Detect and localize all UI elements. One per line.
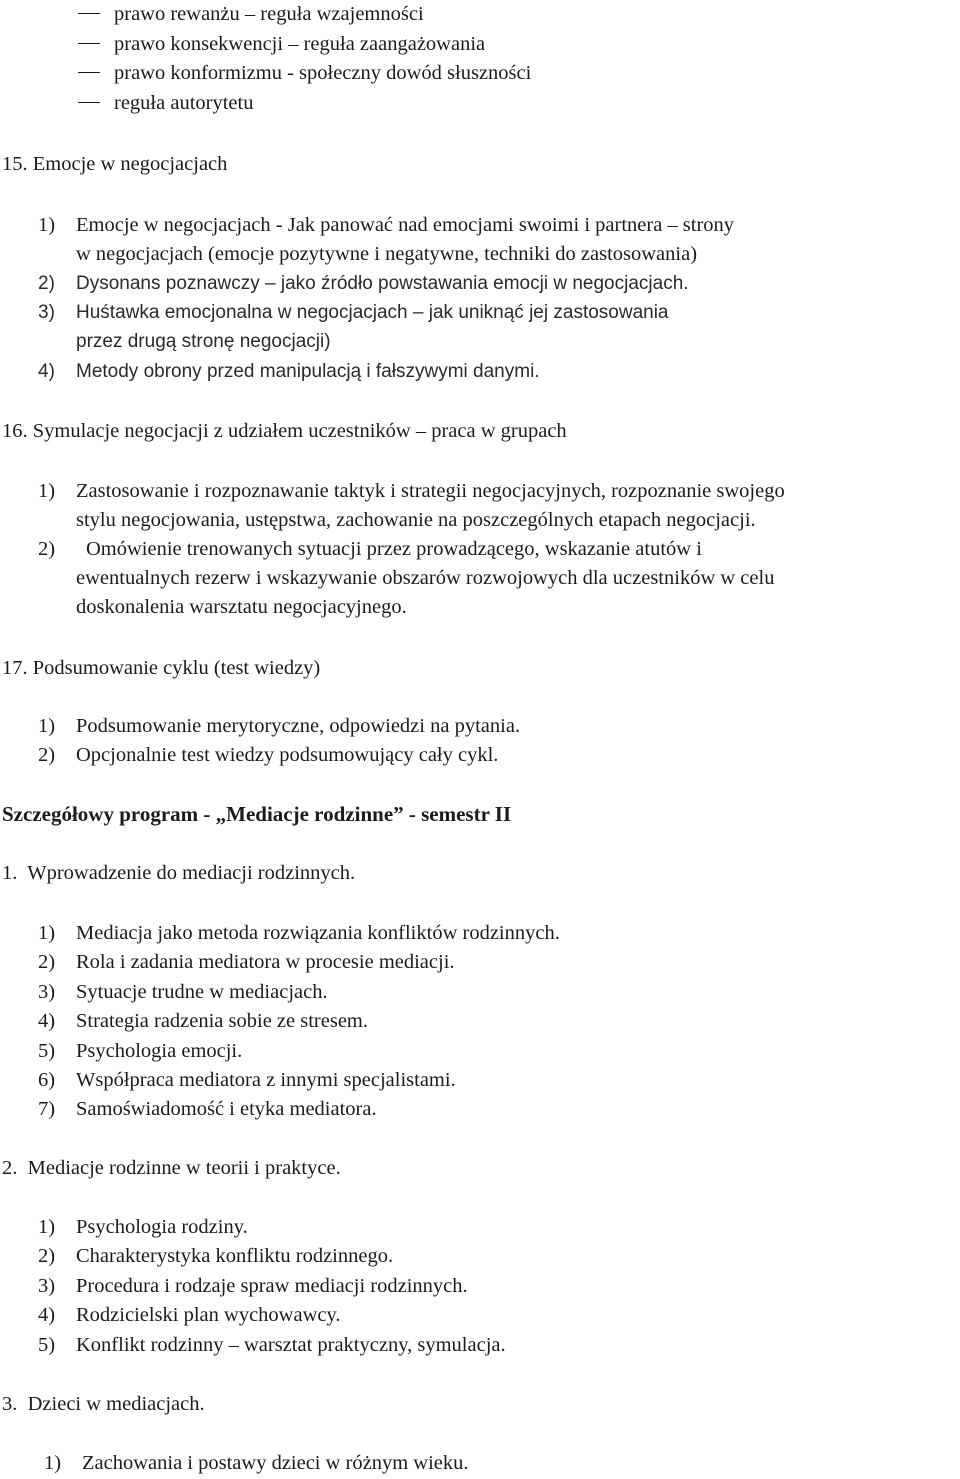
- list-item: [38, 537, 958, 618]
- part-heading: 3. Dzieci w mediacjach.: [2, 1393, 205, 1415]
- item-number: 3): [38, 302, 55, 323]
- item-number: 6): [38, 1069, 56, 1091]
- item-line: przez drugą stronę negocjacji): [76, 331, 331, 352]
- item-number: 3): [38, 981, 56, 1003]
- item-number: 2): [38, 273, 55, 294]
- item-text: Psychologia rodziny.: [76, 1216, 248, 1238]
- list-item: [38, 301, 938, 352]
- list-item: [38, 213, 938, 265]
- item-text: Konflikt rodzinny – warsztat praktyczny, symulacja.: [76, 1334, 506, 1356]
- item-number: 1): [38, 214, 56, 236]
- item-number: 5): [38, 1334, 56, 1356]
- item-text: Rola i zadania mediatora w procesie mediacji.: [76, 951, 455, 973]
- item-text: Strategia radzenia sobie ze stresem.: [76, 1010, 368, 1032]
- item-number: 1): [44, 1452, 62, 1474]
- item-text: Sytuacje trudne w mediacjach.: [76, 981, 328, 1003]
- item-text: Zachowania i postawy dzieci w różnym wieku.: [82, 1452, 469, 1474]
- part-heading: 2. Mediacje rodzinne w teorii i praktyce.: [2, 1157, 341, 1179]
- item-text: Samoświadomość i etyka mediatora.: [76, 1098, 377, 1120]
- item-line: Podsumowanie merytoryczne, odpowiedzi na pytania.: [76, 715, 521, 737]
- section-heading: 15. Emocje w negocjacjach: [2, 153, 228, 175]
- part-heading: 1. Wprowadzenie do mediacji rodzinnych.: [2, 862, 356, 884]
- item-number: 7): [38, 1098, 56, 1120]
- item-number: 1): [38, 922, 56, 944]
- item-line: Huśtawka emocjonalna w negocjacjach – jak uniknąć jej zastosowania: [76, 302, 669, 323]
- list-item-text: prawo konsekwencji – reguła zaangażowania: [114, 33, 486, 55]
- item-text: Procedura i rodzaje spraw mediacji rodzinnych.: [76, 1275, 468, 1297]
- item-line: Metody obrony przed manipulacją i fałszywymi danymi.: [76, 361, 540, 382]
- item-line: doskonalenia warsztatu negocjacyjnego.: [76, 596, 407, 618]
- list-item-text: prawo konformizmu - społeczny dowód słuszności: [114, 62, 532, 84]
- list-item-text: prawo rewanżu – reguła wzajemności: [114, 3, 424, 25]
- item-text: Charakterystyka konfliktu rodzinnego.: [76, 1245, 394, 1267]
- program-title: Szczegółowy program - „Mediacje rodzinne” - semestr II: [2, 802, 512, 826]
- item-number: 5): [38, 1040, 56, 1062]
- item-number: 2): [38, 744, 56, 766]
- item-text: Mediacja jako metoda rozwiązania konfliktów rodzinnych.: [76, 922, 560, 944]
- section-heading: 17. Podsumowanie cyklu (test wiedzy): [2, 657, 321, 679]
- item-number: 1): [38, 715, 56, 737]
- item-number: 4): [38, 1010, 56, 1032]
- item-line: ewentualnych rezerw i wskazywanie obszarów rozwojowych dla uczestników w celu: [76, 567, 775, 589]
- item-number: 4): [38, 1304, 56, 1326]
- item-number: 2): [38, 951, 56, 973]
- item-line: Emocje w negocjacjach - Jak panować nad emocjami swoimi i partnera – strony: [76, 214, 735, 236]
- list-item: [38, 479, 958, 531]
- item-line: Zastosowanie i rozpoznawanie taktyk i strategii negocjacyjnych, rozpoznanie swojego: [76, 480, 785, 502]
- item-line: w negocjacjach (emocje pozytywne i negatywne, techniki do zastosowania): [76, 243, 698, 265]
- item-number: 4): [38, 361, 55, 382]
- item-number: 2): [38, 1245, 56, 1267]
- item-text: Rodzicielski plan wychowawcy.: [76, 1304, 341, 1326]
- item-text: Współpraca mediatora z innymi specjalistami.: [76, 1069, 456, 1091]
- item-text: Psychologia emocji.: [76, 1040, 243, 1062]
- item-line: Dysonans poznawczy – jako źródło powstawania emocji w negocjacjach.: [76, 273, 689, 294]
- item-number: 3): [38, 1275, 56, 1297]
- item-number: 1): [38, 1216, 56, 1238]
- list-item-text: reguła autorytetu: [114, 92, 254, 114]
- item-number: 1): [38, 480, 56, 502]
- item-line: Opcjonalnie test wiedzy podsumowujący cały cykl.: [76, 744, 499, 766]
- item-line: Omówienie trenowanych sytuacji przez prowadzącego, wskazanie atutów i: [86, 538, 702, 560]
- item-number: 2): [38, 538, 56, 560]
- section-heading: 16. Symulacje negocjacji z udziałem uczestników – praca w grupach: [2, 420, 567, 442]
- item-line: stylu negocjowania, ustępstwa, zachowanie na poszczególnych etapach negocjacji.: [76, 509, 756, 531]
